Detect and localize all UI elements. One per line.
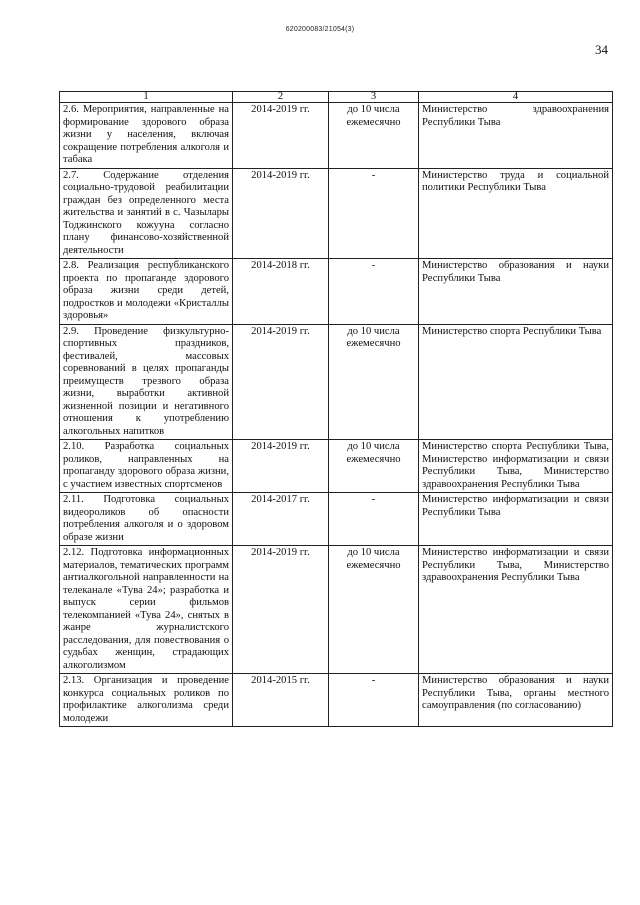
cell-event: 2.9. Проведение физкультурно-спортивных праздников, фестивалей, массовых соревнований в целях пропаганды преимуществ трезвого образа жизни, выработки активной жизненной позиции и негативного отношения к употреблению алкогольных напитков: [60, 324, 233, 440]
cell-event: 2.13. Организация и проведение конкурса социальных роликов по профилактике алкоголизма среди молодежи: [60, 674, 233, 727]
table-body: [60, 103, 613, 727]
cell-period: 2014-2019 гг.: [233, 546, 329, 674]
cell-responsible: Министерство здравоохранения Республики Тыва: [419, 103, 613, 169]
cell-responsible: Министерство спорта Республики Тыва, Министерство информатизации и связи Республики Тыва, Министерство здравоохранения Республики Тыва: [419, 440, 613, 493]
cell-responsible: Министерство информатизации и связи Республики Тыва: [419, 493, 613, 546]
measures-table: [59, 91, 613, 727]
cell-term: до 10 числа ежемесячно: [329, 440, 419, 493]
cell-term: до 10 числа ежемесячно: [329, 324, 419, 440]
cell-event: 2.10. Разработка социальных роликов, направленных на пропаганду здорового образа жизни, с участием известных спортсменов: [60, 440, 233, 493]
cell-period: 2014-2019 гг.: [233, 324, 329, 440]
cell-event: 2.11. Подготовка социальных видеороликов об опасности потребления алкоголя и о здоровом образе жизни: [60, 493, 233, 546]
cell-responsible: Министерство труда и социальной политики Республики Тыва: [419, 168, 613, 259]
table-row: [60, 674, 613, 727]
cell-term: -: [329, 168, 419, 259]
table-row: [60, 168, 613, 259]
cell-responsible: Министерство спорта Республики Тыва: [419, 324, 613, 440]
cell-responsible: Министерство образования и науки Республики Тыва: [419, 259, 613, 325]
column-header: 2: [233, 92, 329, 103]
cell-term: -: [329, 674, 419, 727]
cell-event: 2.12. Подготовка информационных материалов, тематических программ антиалкогольной направленности на телеканале «Тува 24»; разработка и выпуск серии фильмов телекомпанией «Тува 24», снятых в жанре журналистского расследования, для повествования о судьбах женщин, страдающих алкоголизмом: [60, 546, 233, 674]
cell-event: 2.6. Мероприятия, направленные на формирование здорового образа жизни у населения, включая сокращение потребления алкоголя и табака: [60, 103, 233, 169]
cell-responsible: Министерство образования и науки Республики Тыва, органы местного самоуправления (по согласованию): [419, 674, 613, 727]
page-number: 34: [595, 42, 608, 57]
table-row: [60, 440, 613, 493]
table-row: [60, 103, 613, 169]
cell-event: 2.8. Реализация республиканского проекта по пропаганде здорового образа жизни среди детей, подростков и молодежи «Кристаллы здоровья»: [60, 259, 233, 325]
cell-period: 2014-2018 гг.: [233, 259, 329, 325]
cell-period: 2014-2015 гг.: [233, 674, 329, 727]
table-header-row: [60, 92, 613, 103]
cell-period: 2014-2019 гг.: [233, 103, 329, 169]
document-id: 620200083/21054(3): [285, 26, 355, 33]
cell-event: 2.7. Содержание отделения социально-трудовой реабилитации граждан без определенного места жительства и занятий в с. Чазылары Тоджинского кожууна согласно плану финансово-хозяйственной деятельности: [60, 168, 233, 259]
table-row: [60, 546, 613, 674]
table-row: [60, 324, 613, 440]
column-header: 1: [60, 92, 233, 103]
cell-period: 2014-2019 гг.: [233, 168, 329, 259]
table-row: [60, 259, 613, 325]
cell-responsible: Министерство информатизации и связи Республики Тыва, Министерство здравоохранения Республики Тыва: [419, 546, 613, 674]
cell-term: до 10 числа ежемесячно: [329, 103, 419, 169]
cell-term: до 10 числа ежемесячно: [329, 546, 419, 674]
column-header: 4: [419, 92, 613, 103]
table-row: [60, 493, 613, 546]
cell-period: 2014-2019 гг.: [233, 440, 329, 493]
cell-period: 2014-2017 гг.: [233, 493, 329, 546]
column-header: 3: [329, 92, 419, 103]
cell-term: -: [329, 493, 419, 546]
cell-term: -: [329, 259, 419, 325]
